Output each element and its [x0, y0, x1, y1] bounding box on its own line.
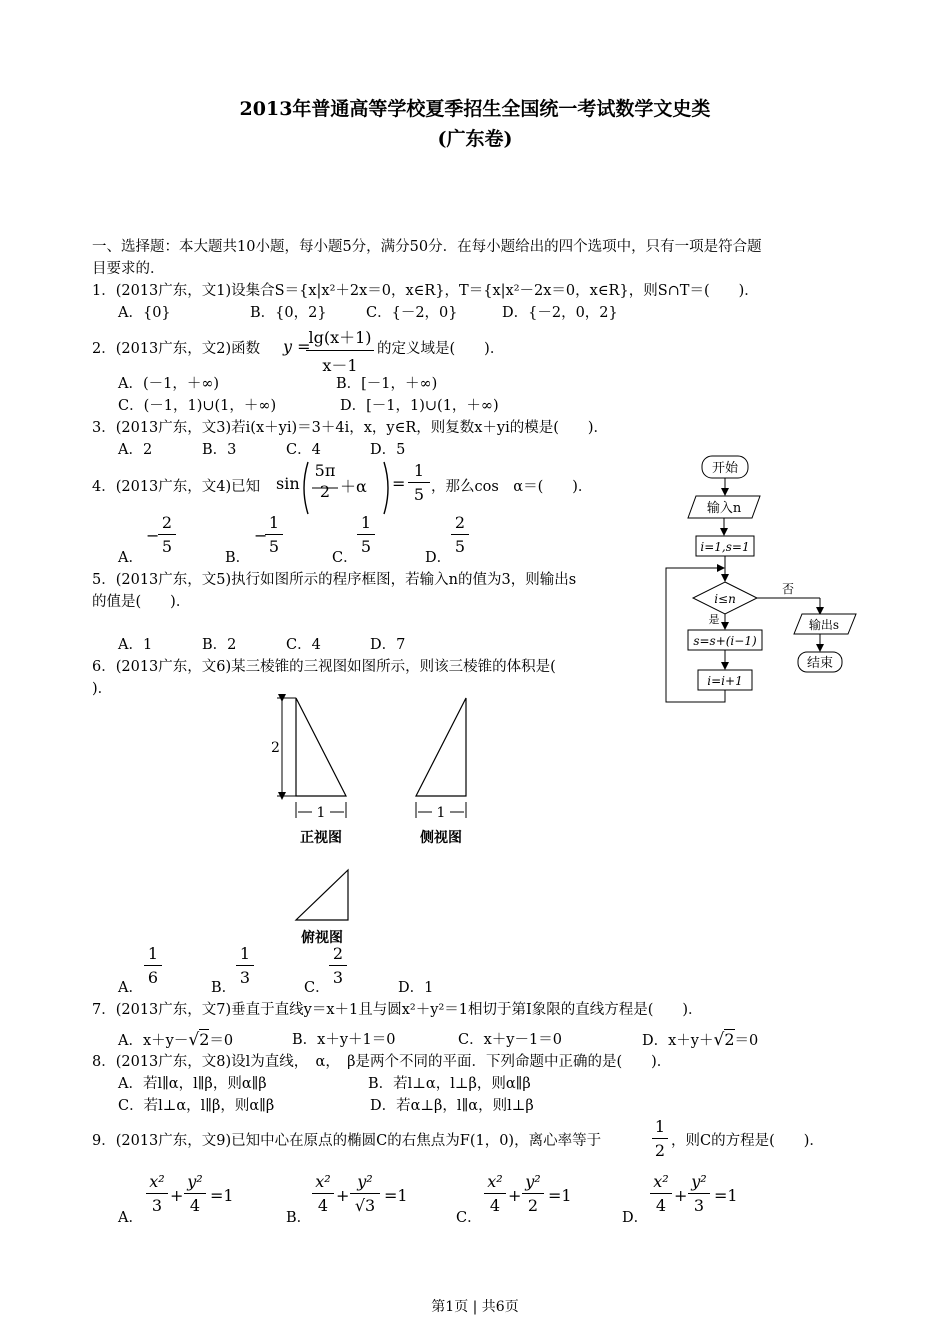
q4-option-d: D．: [425, 550, 452, 566]
q6-b-fraction: 1 3: [236, 944, 254, 987]
q9-c-eq: =1: [548, 1186, 572, 1205]
q9-a-eq: =1: [210, 1186, 234, 1205]
q9-option-c: C．: [456, 1210, 482, 1226]
q2-option-b: B．[－1，＋∞): [336, 376, 438, 392]
q9-d-plus: +: [674, 1186, 688, 1205]
fc-yes-label: 是: [708, 613, 720, 626]
q2-option-d: D．[－1，1)∪(1，＋∞): [340, 398, 499, 414]
dim-width-front: 1: [316, 805, 326, 821]
q6-c-fraction: 2 3: [329, 944, 347, 987]
q4-option-a: A．: [118, 550, 143, 566]
top-view-triangle: [296, 870, 348, 920]
q4-a-fraction: 2 5: [158, 513, 176, 556]
q8-option-a: A．若l∥α，l∥β，则α∥β: [118, 1076, 267, 1092]
dim-width-side: 1: [436, 805, 446, 821]
q6-option-d: D．1: [398, 980, 434, 996]
q9-b-frac2: y² √3: [350, 1172, 380, 1215]
q9-d-frac1: x² 4: [650, 1172, 672, 1215]
front-view-label: 正视图: [300, 830, 342, 846]
q4-option-c: C．: [332, 550, 358, 566]
q4-suffix: ，那么cos α＝( )．: [431, 479, 593, 495]
q9-option-b: B．: [286, 1210, 312, 1226]
q4-a-sign: −: [146, 526, 160, 545]
q3-stem: 3．(2013广东，文3)若i(x＋yi)＝3＋4i，x，y∈R，则复数x＋yi的模是( )．: [92, 420, 609, 436]
q9-option-a: A．: [118, 1210, 143, 1226]
q1-option-a: A．{0}: [118, 305, 171, 321]
q7-option-d: D．x＋y＋√2＝0: [642, 1030, 759, 1050]
q4-d-fraction: 2 5: [451, 513, 469, 556]
q8-option-d: D．若α⊥β，l∥α，则l⊥β: [370, 1098, 534, 1114]
q9-option-d: D．: [622, 1210, 649, 1226]
q9-b-plus: +: [336, 1186, 350, 1205]
q2-fraction: lg(x＋1) x－1: [306, 325, 374, 376]
q9-d-frac2: y² 3: [688, 1172, 710, 1215]
fc-no-label: 否: [781, 582, 795, 596]
q3-option-c: C．4: [286, 442, 321, 458]
q9-b-eq: =1: [384, 1186, 408, 1205]
q6-stem: 6．(2013广东，文6)某三棱锥的三视图如图所示，则该三棱锥的体积是(: [92, 659, 556, 675]
q9-stem-pre: 9．(2013广东，文9)已知中心在原点的椭圆C的右焦点为F(1，0)，离心率等于: [92, 1133, 602, 1149]
three-views-figure: [268, 690, 508, 950]
q8-stem: 8．(2013广东，文8)设l为直线， α， β是两个不同的平面．下列命题中正确的是( )．: [92, 1054, 672, 1070]
q9-c-plus: +: [508, 1186, 522, 1205]
side-view-label: 侧视图: [420, 830, 462, 846]
dim-height-2: 2: [271, 740, 280, 756]
q5-option-d: D．7: [370, 637, 406, 653]
q4-sin: sin: [276, 474, 300, 493]
q5-stem-cont: 的值是( )．: [92, 594, 191, 610]
q6-a-fraction: 1 6: [144, 944, 162, 987]
q5-option-b: B．2: [202, 637, 237, 653]
q7-option-a: A．x＋y－√2＝0: [118, 1030, 234, 1050]
fc-init-text: i=1,s=1: [700, 540, 750, 554]
q4-plus-alpha: ＋α: [340, 477, 367, 496]
q7-option-c: C．x＋y－1＝0: [458, 1032, 562, 1048]
q5-stem: 5．(2013广东，文5)执行如图所示的程序框图，若输入n的值为3，则输出s: [92, 572, 577, 588]
q5-option-a: A．1: [118, 637, 153, 653]
section-heading-cont: 目要求的．: [92, 261, 165, 277]
q7-stem: 7．(2013广东，文7)垂直于直线y＝x＋1且与圆x²＋y²＝1相切于第Ⅰ象限的直线方程是( )．: [92, 1002, 703, 1018]
q2-y: y =: [283, 337, 311, 356]
q1-option-b: B．{0，2}: [250, 305, 327, 321]
fc-start-text: 开始: [711, 461, 739, 476]
q9-stem-post: ，则C的方程是( )．: [671, 1133, 824, 1149]
q3-option-b: B．3: [202, 442, 237, 458]
q2-option-a: A．(－1，＋∞): [118, 376, 220, 392]
q6-option-b: B．: [211, 980, 237, 996]
fc-update-i-text: i=i+1: [707, 674, 743, 688]
q5-option-c: C．4: [286, 637, 321, 653]
fc-update-s-text: s=s+(i−1): [693, 634, 757, 648]
top-view-label: 俯视图: [301, 930, 343, 946]
front-view-triangle: [296, 698, 346, 796]
q3-option-d: D．5: [370, 442, 406, 458]
page-subtitle: (广东卷): [437, 128, 513, 150]
q9-c-frac2: y² 2: [522, 1172, 544, 1215]
section-heading: 一、选择题：本大题共10小题，每小题5分，满分50分．在每小题给出的四个选项中，只有一项是符合题: [92, 239, 762, 255]
q6-option-a: A．: [118, 980, 143, 996]
fc-input-text: 输入n: [706, 501, 742, 516]
q4-inner-fraction: 5π 2: [314, 461, 336, 501]
q9-c-frac1: x² 4: [484, 1172, 506, 1215]
q9-b-frac1: x² 4: [312, 1172, 334, 1215]
page-footer: 第1页 | 共6页: [431, 1299, 519, 1315]
q4-option-b: B．: [225, 550, 251, 566]
q9-a-frac2: y² 4: [184, 1172, 206, 1215]
q8-option-c: C．若l⊥α，l∥β，则α∥β: [118, 1098, 275, 1114]
q4-prefix: 4．(2013广东，文4)已知: [92, 479, 261, 495]
q9-e-fraction: 1 2: [652, 1117, 668, 1160]
q7-option-b: B．x＋y＋1＝0: [292, 1032, 396, 1048]
q8-option-b: B．若l⊥α，l⊥β，则α∥β: [368, 1076, 531, 1092]
q4-rhs-fraction: 1 5: [408, 461, 430, 504]
q2-prefix: 2．(2013广东，文2)函数: [92, 341, 261, 357]
fc-end-text: 结束: [806, 656, 834, 671]
q1-stem: 1．(2013广东，文1)设集合S＝{x|x²＋2x＝0，x∈R}，T＝{x|x²－2x＝0，x∈R}，则S∩T＝( )．: [92, 283, 759, 299]
q3-option-a: A．2: [118, 442, 153, 458]
page-title: 2013年普通高等学校夏季招生全国统一考试数学文史类: [239, 98, 711, 120]
flowchart: [660, 450, 870, 710]
q1-option-d: D．{－2，0，2}: [502, 305, 618, 321]
fc-cond-text: i≤n: [714, 592, 736, 606]
q6-option-c: C．: [304, 980, 330, 996]
q4-b-fraction: 1 5: [265, 513, 283, 556]
q6-stem-cont: )．: [92, 681, 113, 697]
side-view-triangle: [416, 698, 466, 796]
q9-d-eq: =1: [714, 1186, 738, 1205]
fc-output-text: 输出s: [808, 618, 840, 632]
q4-c-fraction: 1 5: [357, 513, 375, 556]
q4-b-sign: −: [254, 526, 268, 545]
q9-a-frac1: x² 3: [146, 1172, 168, 1215]
q2-option-c: C．(－1，1)∪(1，＋∞): [118, 398, 277, 414]
q9-a-plus: +: [170, 1186, 184, 1205]
q2-suffix: 的定义域是( )．: [377, 341, 505, 357]
q4-eq: =: [392, 474, 406, 493]
q1-option-c: C．{－2，0}: [366, 305, 458, 321]
